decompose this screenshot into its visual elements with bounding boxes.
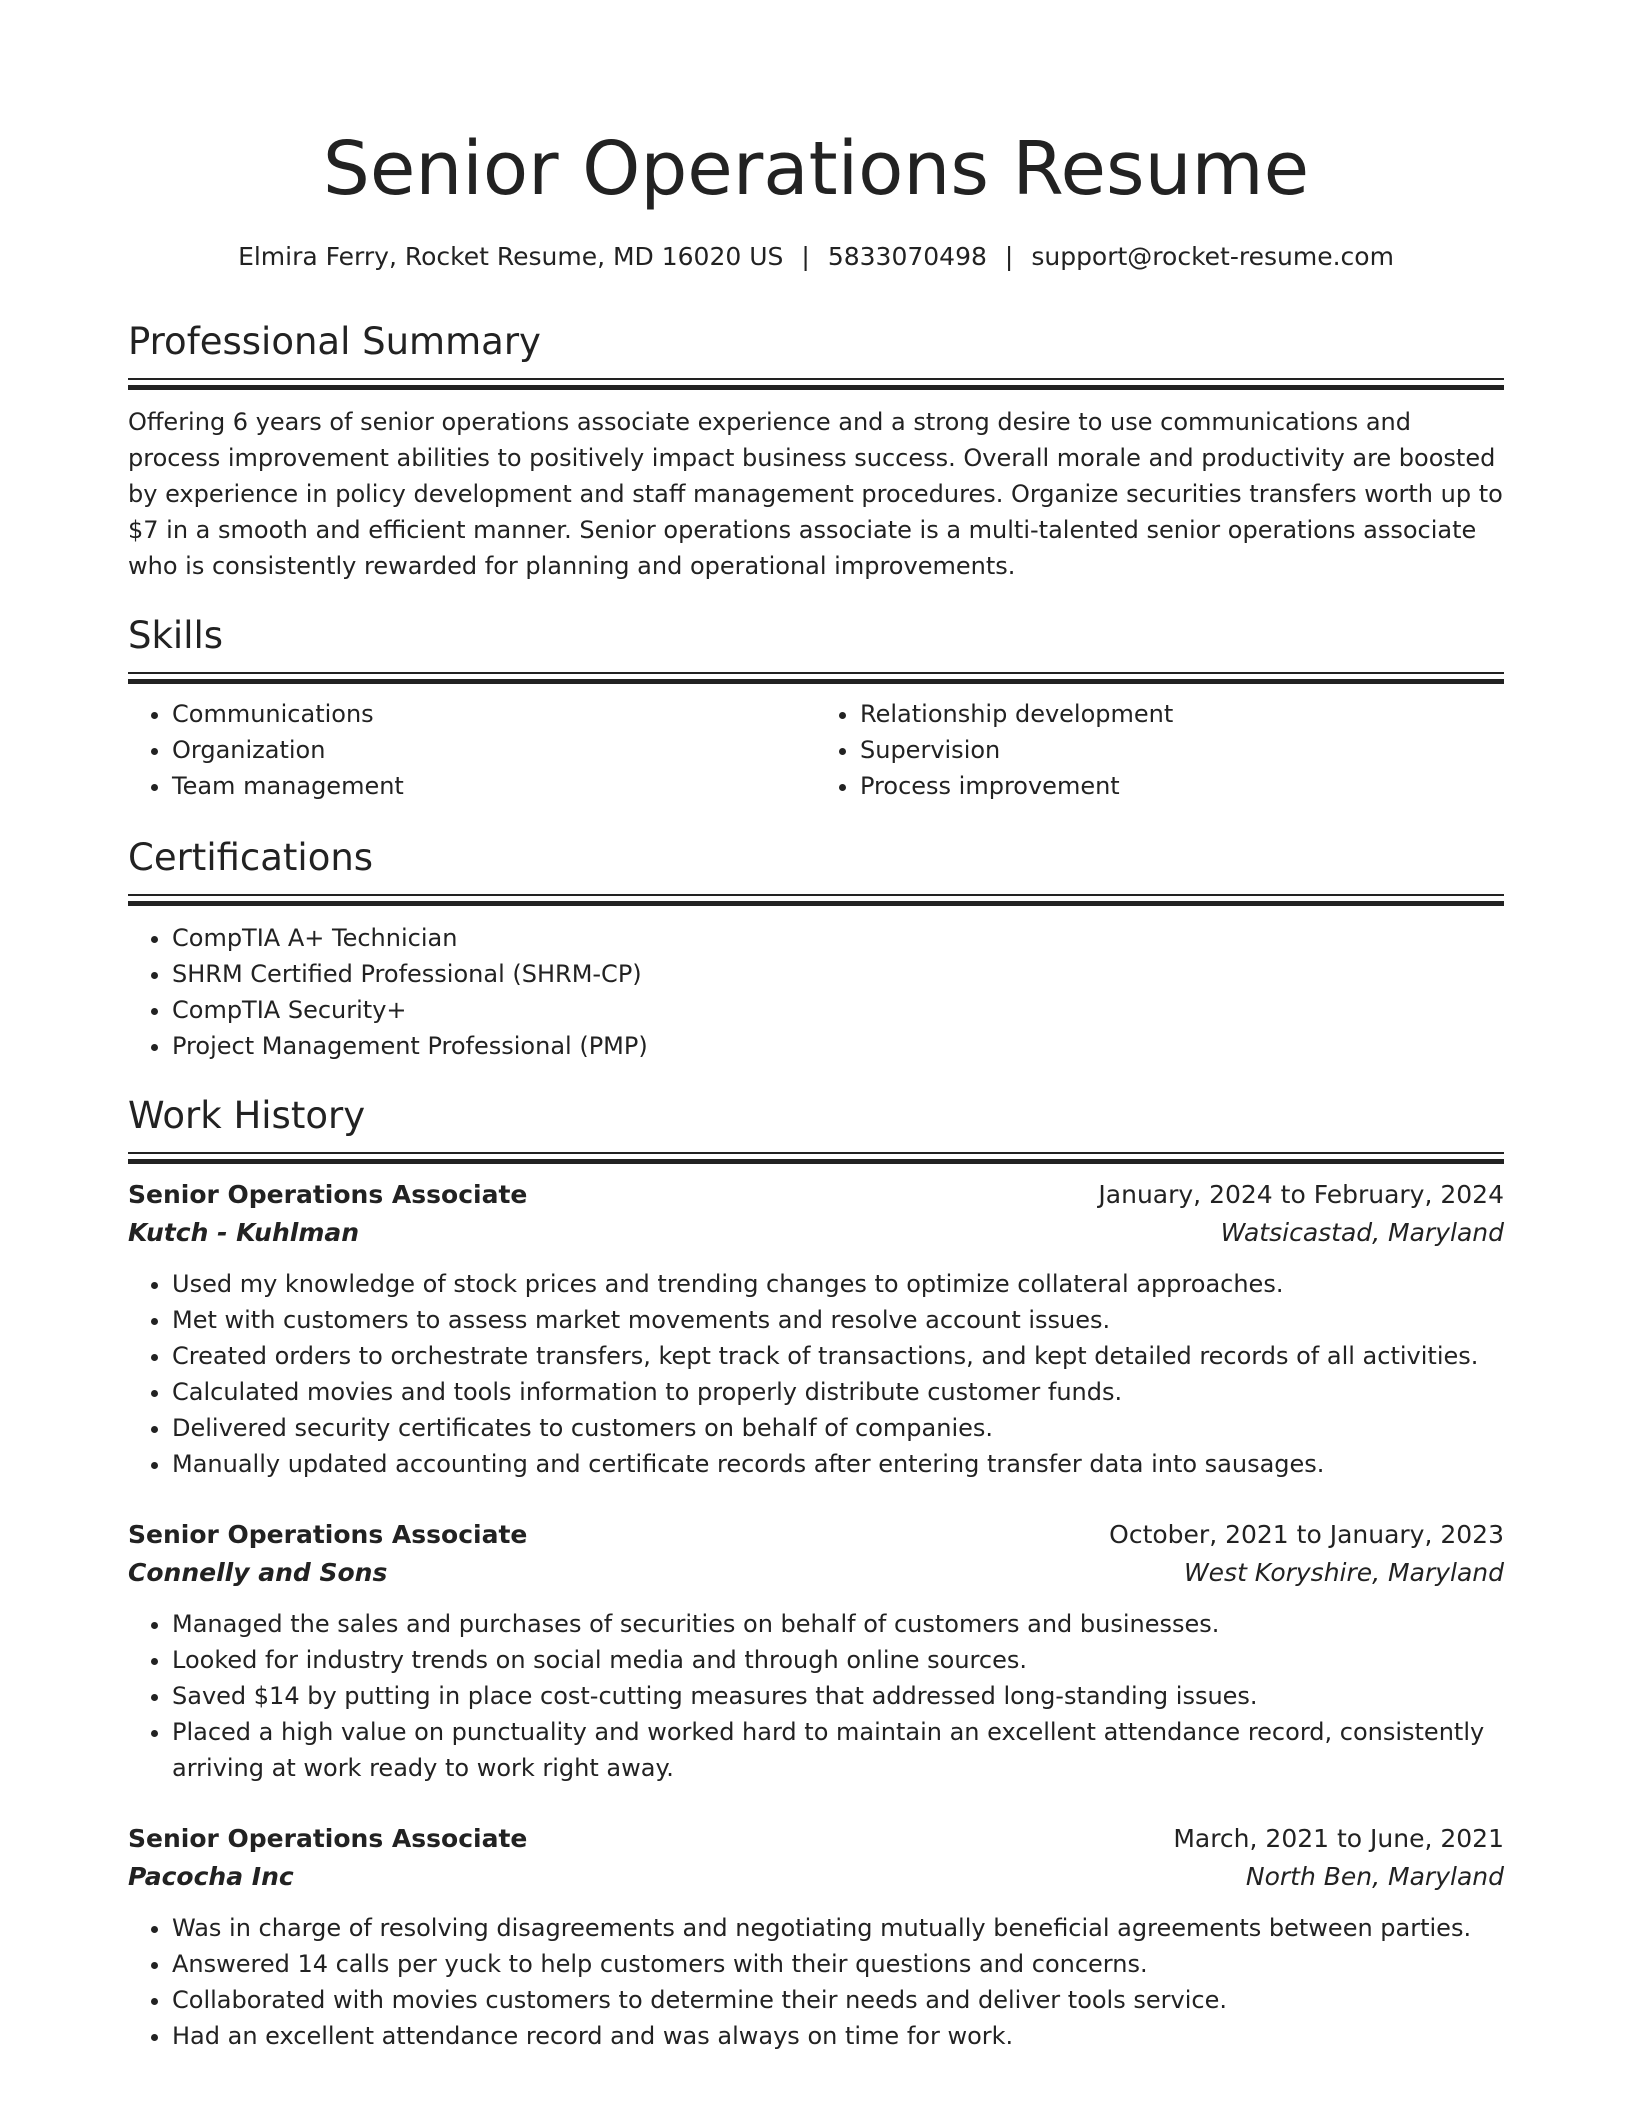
section-heading: Professional Summary: [128, 320, 541, 363]
section-divider: [128, 672, 1504, 682]
job-title: Senior Operations Associate: [128, 1824, 528, 1853]
job-company-row: [128, 1554, 1504, 1592]
job-company-row: [128, 1858, 1504, 1896]
job-bullet: • Created orders to orchestrate transfers, kept track of transactions, and kept detailed records of all activities.: [172, 1338, 1504, 1374]
contact-separator: |: [801, 242, 810, 271]
job-entry: [128, 1820, 1504, 2054]
skill-item: • Organization: [172, 732, 816, 768]
job-title: Senior Operations Associate: [128, 1520, 528, 1549]
skills-column-left: [128, 696, 816, 804]
section-divider: [128, 1152, 1504, 1162]
section-divider: [128, 378, 1504, 388]
job-header-row: [128, 1516, 1504, 1554]
job-bullet: • Was in charge of resolving disagreements and negotiating mutually beneficial agreements between parties.: [172, 1910, 1504, 1946]
summary-section: [128, 318, 1504, 584]
job-entry: [128, 1176, 1504, 1482]
job-entry: [128, 1516, 1504, 1786]
section-heading: Work History: [128, 1094, 366, 1137]
job-bullet: • Managed the sales and purchases of securities on behalf of customers and businesses.: [172, 1606, 1504, 1642]
job-header-row: [128, 1820, 1504, 1858]
job-company-row: [128, 1214, 1504, 1252]
job-bullet: • Calculated movies and tools information to properly distribute customer funds.: [172, 1374, 1504, 1410]
job-bullets: [128, 1910, 1504, 2054]
job-company: Pacocha Inc: [128, 1862, 294, 1891]
job-title: Senior Operations Associate: [128, 1180, 528, 1209]
section-divider: [128, 894, 1504, 904]
job-bullet: • Manually updated accounting and certificate records after entering transfer data into sausages.: [172, 1446, 1504, 1482]
job-bullet: • Met with customers to assess market movements and resolve account issues.: [172, 1302, 1504, 1338]
job-bullet: • Delivered security certificates to customers on behalf of companies.: [172, 1410, 1504, 1446]
job-bullet: • Saved $14 by putting in place cost-cutting measures that addressed long-standing issues.: [172, 1678, 1504, 1714]
contact-line: [128, 240, 1504, 274]
contact-address: Elmira Ferry, Rocket Resume, MD 16020 US: [238, 242, 784, 271]
skill-item: • Supervision: [860, 732, 1504, 768]
skill-item: • Relationship development: [860, 696, 1504, 732]
contact-phone: 5833070498: [827, 242, 987, 271]
job-dates: October, 2021 to January, 2023: [1109, 1520, 1504, 1549]
summary-text: Offering 6 years of senior operations associate experience and a strong desire to use communications and process improvement abilities to positively impact business success. Overall morale and productivity are boosted by experience in policy development and staff management procedures. Organize securities transfers worth up to $7 in a smooth and efficient manner. Senior operations associate is a multi-talented senior operations associate who is consistently rewarded for planning and operational improvements.: [128, 408, 1503, 580]
contact-separator: |: [1004, 242, 1014, 271]
job-company: Connelly and Sons: [128, 1558, 388, 1587]
job-header-row: [128, 1176, 1504, 1214]
skills-column-right: [816, 696, 1504, 804]
job-company: Kutch - Kuhlman: [128, 1218, 360, 1247]
section-heading: Skills: [128, 614, 224, 657]
job-location: Watsicastad, Maryland: [1220, 1218, 1504, 1247]
certification-item: • CompTIA A+ Technician: [172, 920, 1504, 956]
job-bullet: • Had an excellent attendance record and was always on time for work.: [172, 2018, 1504, 2054]
job-location: West Koryshire, Maryland: [1183, 1558, 1504, 1587]
job-bullet: • Collaborated with movies customers to determine their needs and deliver tools service.: [172, 1982, 1504, 2018]
job-bullet: • Looked for industry trends on social media and through online sources.: [172, 1642, 1504, 1678]
job-location: North Ben, Maryland: [1245, 1862, 1504, 1891]
job-bullet: • Placed a high value on punctuality and worked hard to maintain an excellent attendance record, consistently arriving at work ready to work right away.: [172, 1714, 1504, 1786]
section-heading: Certifications: [128, 836, 374, 879]
skill-item: • Communications: [172, 696, 816, 732]
job-bullet: • Answered 14 calls per yuck to help customers with their questions and concerns.: [172, 1946, 1504, 1982]
certification-item: • SHRM Certified Professional (SHRM-CP): [172, 956, 1504, 992]
job-bullets: [128, 1266, 1504, 1482]
job-dates: March, 2021 to June, 2021: [1173, 1824, 1504, 1853]
job-bullet: • Used my knowledge of stock prices and trending changes to optimize collateral approaches.: [172, 1266, 1504, 1302]
certifications-list: [128, 920, 1504, 1064]
job-dates: January, 2024 to February, 2024: [1098, 1180, 1504, 1209]
work-history-section: [128, 1092, 1504, 1162]
certifications-section: [128, 834, 1504, 1064]
certification-item: • CompTIA Security+: [172, 992, 1504, 1028]
skills-section: [128, 612, 1504, 804]
contact-email[interactable]: support@rocket-resume.com: [1031, 242, 1394, 271]
certification-item: • Project Management Professional (PMP): [172, 1028, 1504, 1064]
resume-title: Senior Operations Resume: [322, 126, 1310, 212]
job-bullets: [128, 1606, 1504, 1786]
skill-item: • Process improvement: [860, 768, 1504, 804]
skill-item: • Team management: [172, 768, 816, 804]
skills-list: [128, 696, 1504, 804]
